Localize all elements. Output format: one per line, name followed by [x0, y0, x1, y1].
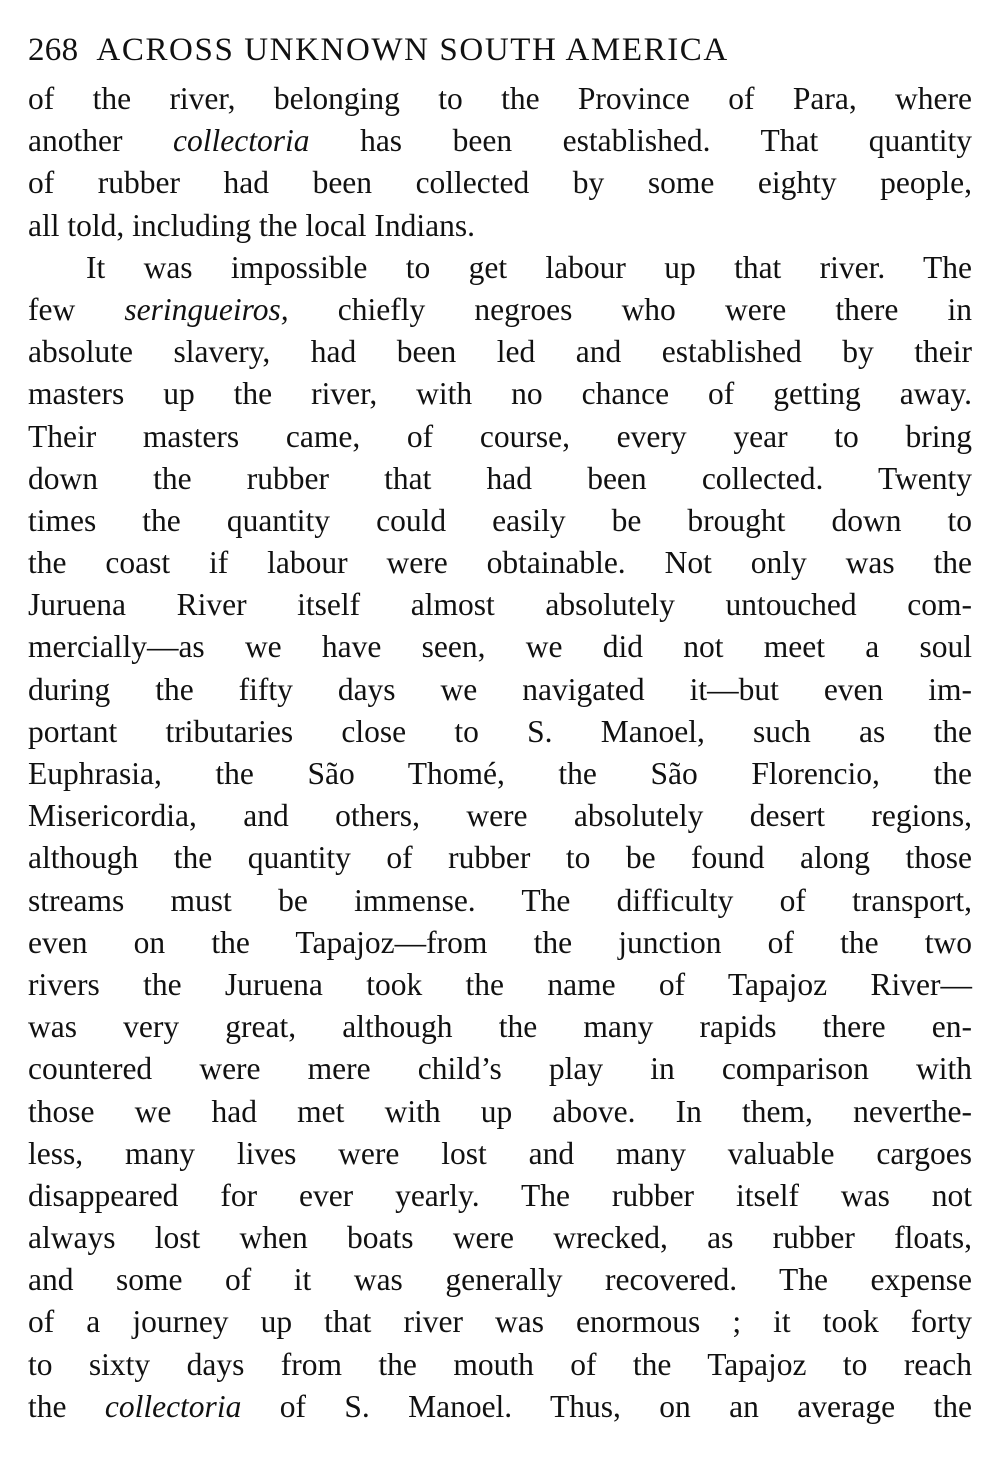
text-run: chiefly negroes who were there in: [288, 291, 972, 327]
text-line: [28, 964, 972, 1006]
text-run: down the rubber that had been collected. Twenty: [28, 460, 972, 496]
text-line: [28, 373, 972, 415]
text-line: [28, 1006, 972, 1048]
text-run: streams must be immense. The difficulty of transport,: [28, 882, 972, 918]
text-line: [28, 669, 972, 711]
italic-term: collectoria: [173, 123, 310, 159]
text-line: [28, 500, 972, 542]
text-run: always lost when boats were wrecked, as rubber floats,: [28, 1220, 972, 1256]
text-line: [28, 120, 972, 162]
text-line: [28, 289, 972, 331]
text-line: [28, 1048, 972, 1090]
text-line: [28, 1259, 972, 1301]
text-run: mercially—as we have seen, we did not meet a soul: [28, 629, 972, 665]
running-head: [28, 28, 972, 72]
running-title: ACROSS UNKNOWN SOUTH AMERICA: [96, 32, 729, 68]
text-run: has been established. That quantity: [309, 123, 972, 159]
text-line: [28, 795, 972, 837]
italic-term: seringueiros,: [124, 291, 289, 327]
text-line: [28, 1301, 972, 1343]
text-run: times the quantity could easily be brought down to: [28, 502, 972, 538]
text-run: the coast if labour were obtainable. Not only was the: [28, 545, 972, 581]
text-run: masters up the river, with no chance of getting away.: [28, 376, 972, 412]
text-line: [28, 1344, 972, 1386]
text-run: to sixty days from the mouth of the Tapajoz to reach: [28, 1346, 972, 1382]
text-line: [28, 1386, 972, 1428]
text-run: was very great, although the many rapids there en-: [28, 1009, 972, 1045]
text-line: [28, 626, 972, 668]
body-text: [28, 78, 972, 1428]
text-run: Their masters came, of course, every year to bring: [28, 418, 972, 454]
text-line: [28, 542, 972, 584]
book-page: [28, 28, 972, 1428]
text-line: [28, 753, 972, 795]
text-run: Misericordia, and others, were absolutely desert regions,: [28, 798, 972, 834]
text-line: [28, 922, 972, 964]
paragraph: [28, 78, 972, 247]
text-run: and some of it was generally recovered. The expense: [28, 1262, 972, 1298]
paragraph: [28, 247, 972, 1428]
text-line: [28, 880, 972, 922]
text-line: [28, 78, 972, 120]
text-run: during the fifty days we navigated it—but even im-: [28, 671, 972, 707]
text-run: rivers the Juruena took the name of Tapajoz River—: [28, 966, 972, 1002]
page-number: 268: [28, 32, 79, 68]
text-run: less, many lives were lost and many valuable cargoes: [28, 1135, 972, 1171]
text-line: [28, 1217, 972, 1259]
text-line: [28, 711, 972, 753]
text-line: [28, 331, 972, 373]
text-run: Juruena River itself almost absolutely untouched com-: [28, 587, 972, 623]
text-run: of rubber had been collected by some eighty people,: [28, 165, 972, 201]
italic-term: collectoria: [104, 1388, 242, 1424]
text-run: another: [28, 123, 174, 159]
text-run: absolute slavery, had been led and established by their: [28, 334, 972, 370]
text-line: [28, 1175, 972, 1217]
text-line: [28, 584, 972, 626]
text-line: [28, 247, 972, 289]
text-run: the: [28, 1388, 105, 1424]
text-run: disappeared for ever yearly. The rubber itself was not: [28, 1177, 972, 1213]
text-run: countered were mere child’s play in comparison with: [28, 1051, 972, 1087]
text-run: of S. Manoel. Thus, on an average the: [241, 1388, 972, 1424]
text-line: [28, 1133, 972, 1175]
text-run: those we had met with up above. In them, neverthe-: [28, 1093, 972, 1129]
text-run: of a journey up that river was enormous ; it took forty: [28, 1304, 972, 1340]
text-run: Euphrasia, the São Thomé, the São Florencio, the: [28, 756, 972, 791]
text-line: [28, 458, 972, 500]
text-line: [28, 205, 972, 247]
text-line: [28, 1091, 972, 1133]
text-line: [28, 416, 972, 458]
text-run: even on the Tapajoz—from the junction of the two: [28, 924, 972, 960]
text-line: [28, 837, 972, 879]
text-run: although the quantity of rubber to be found along those: [28, 840, 972, 876]
text-run: all told, including the local Indians.: [28, 207, 476, 243]
text-run: portant tributaries close to S. Manoel, such as the: [28, 713, 972, 749]
text-run: few: [28, 291, 125, 327]
text-run: It was impossible to get labour up that river. The: [86, 249, 972, 285]
text-run: of the river, belonging to the Province of Para, where: [28, 81, 972, 116]
text-line: [28, 162, 972, 204]
